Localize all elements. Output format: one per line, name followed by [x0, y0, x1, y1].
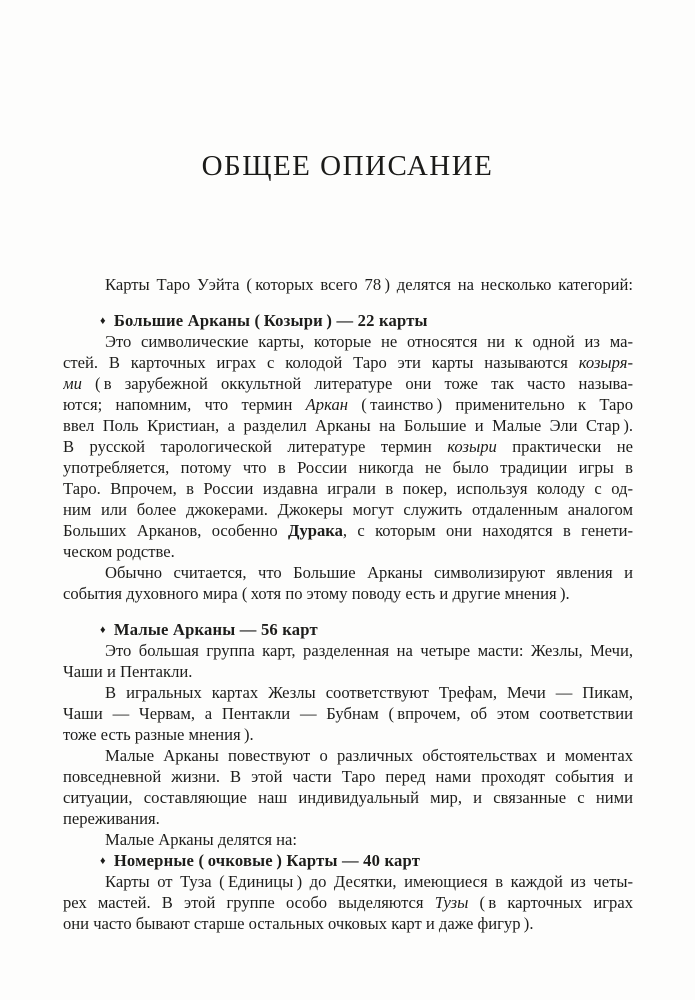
text-segment: Это большая группа карт, разделенная на четыре масти: Жезлы, Мечи, [105, 641, 633, 660]
text-segment: они часто бывают старше остальных очковых карт и даже фигур ). [63, 914, 534, 933]
text-line [63, 373, 633, 394]
bold-term: Дурака [288, 521, 343, 540]
text-segment: Чаши — Червам, а Пентакли — Бубнам ( впрочем, об этом соответствии [63, 704, 633, 723]
text-segment: Таро. Впрочем, в России издавна играли в покер, используя колоду с од- [63, 479, 633, 498]
text-segment: Карты Таро Уэйта ( которых всего 78 ) делятся на несколько категорий: [105, 275, 633, 294]
text-segment: ( таинство ) применительно к Таро [347, 395, 633, 414]
text-line [63, 703, 633, 724]
text-line [63, 724, 633, 745]
text-segment: повседневной жизни. В этой части Таро перед нами проходят события и [63, 767, 633, 786]
text-segment: тоже есть разные мнения ). [63, 725, 254, 744]
text-segment: В игральных картах Жезлы соответствуют Трефам, Мечи — Пикам, [105, 683, 633, 702]
text-segment: Это символические карты, которые не относятся ни к одной из ма- [105, 332, 633, 351]
text-line [63, 415, 633, 436]
text-segment: ческом родстве. [63, 542, 175, 561]
text-segment: , с которым они находятся в генети- [342, 521, 633, 540]
text-line [63, 829, 633, 850]
text-line [63, 520, 633, 541]
italic-term: козыря- [578, 353, 633, 372]
text-segment: ( в зарубежной оккультной литературе они тоже так часто называ- [81, 374, 633, 393]
text-segment: события духовного мира ( хотя по этому поводу есть и другие мнения ). [63, 584, 570, 603]
text-line [63, 640, 633, 661]
section-heading-major-arcana [63, 310, 633, 331]
text-line [63, 871, 633, 892]
text-segment: ются; напомним, что термин [63, 395, 306, 414]
text-line [63, 457, 633, 478]
text-segment: практически не [496, 437, 633, 456]
diamond-bullet-icon: ♦ [100, 624, 106, 636]
heading-text: Малые Арканы — 56 карт [113, 620, 318, 639]
text-line [63, 541, 633, 562]
text-line [63, 331, 633, 352]
text-line [63, 562, 633, 583]
text-segment: Малые Арканы повествуют о различных обстоятельствах и моментах [105, 746, 633, 765]
text-line [63, 436, 633, 457]
italic-term: козыри [447, 437, 497, 456]
text-line [63, 499, 633, 520]
text-segment: ним или более джокерами. Джокеры могут служить отдаленным аналогом [63, 500, 633, 519]
text-segment: Карты от Туза ( Единицы ) до Десятки, имеющиеся в каждой из четы- [105, 872, 633, 891]
text-segment: рех мастей. В этой группе особо выделяются [63, 893, 435, 912]
text-line [63, 766, 633, 787]
page-content [63, 274, 633, 934]
text-line [63, 745, 633, 766]
text-segment: ( в карточных играх [468, 893, 633, 912]
section-heading-pip-cards [63, 850, 633, 871]
diamond-bullet-icon: ♦ [100, 315, 106, 327]
text-segment: стей. В карточных играх с колодой Таро эти карты называются [63, 353, 579, 372]
text-line [63, 787, 633, 808]
text-segment: Чаши и Пентакли. [63, 662, 193, 681]
text-segment: Обычно считается, что Большие Арканы символизируют явления и [105, 563, 633, 582]
heading-text: Номерные ( очковые ) Карты — 40 карт [113, 851, 421, 870]
text-segment: Малые Арканы делятся на: [105, 830, 298, 849]
text-line [63, 808, 633, 829]
text-line [63, 478, 633, 499]
text-segment: Больших Арканов, особенно [63, 521, 289, 540]
text-line [63, 394, 633, 415]
italic-term: Аркан [305, 395, 348, 414]
text-segment: ввел Поль Кристиан, а разделил Арканы на Большие и Малые Эли Стар ). [63, 416, 633, 435]
text-line [63, 583, 633, 604]
italic-term: Тузы [434, 893, 469, 912]
diamond-bullet-icon: ♦ [100, 855, 106, 867]
heading-text: Большие Арканы ( Козыри ) — 22 карты [113, 311, 428, 330]
text-line [63, 682, 633, 703]
text-segment: ситуации, составляющие наш индивидуальный мир, и связанные с ними [63, 788, 633, 807]
text-segment: употребляется, потому что в России никогда не было традиции игры в [63, 458, 633, 477]
text-line [63, 661, 633, 682]
text-line [63, 274, 633, 295]
text-segment: переживания. [63, 809, 160, 828]
text-line [63, 892, 633, 913]
text-line [63, 352, 633, 373]
section-heading-minor-arcana [63, 619, 633, 640]
italic-term: ми [63, 374, 82, 393]
text-line [63, 913, 633, 934]
page-title: ОБЩЕЕ ОПИСАНИЕ [201, 150, 494, 182]
text-segment: В русской тарологической литературе термин [63, 437, 448, 456]
